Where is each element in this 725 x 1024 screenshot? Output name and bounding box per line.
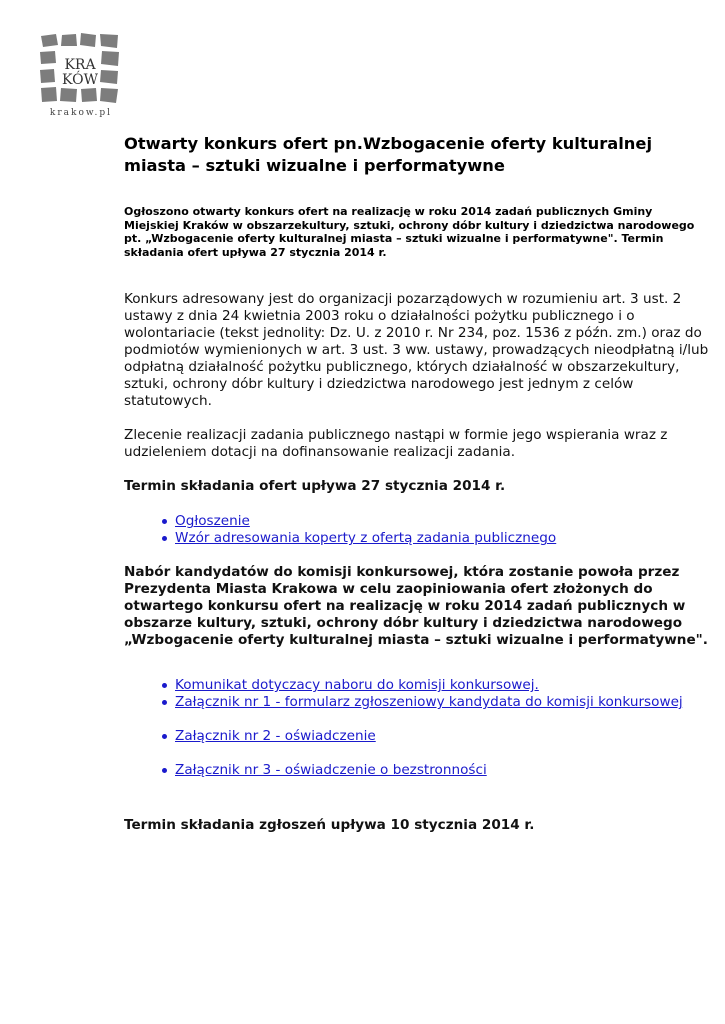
logo-line-2: KÓW [62, 72, 98, 88]
link-komunikat[interactable]: Komunikat dotyczacy naboru do komisji konkursowej. [175, 677, 539, 694]
link-wzor-koperty[interactable]: Wzór adresowania koperty z ofertą zadania publicznego [175, 530, 557, 547]
list-item [175, 513, 709, 530]
list-item [175, 677, 709, 694]
list-item [175, 728, 709, 745]
committee-documents-list [0, 677, 709, 779]
link-zalacznik-3[interactable]: Załącznik nr 3 - oświadczenie o bezstronności [175, 762, 487, 779]
list-item [175, 762, 709, 779]
main-content [124, 133, 709, 834]
list-item [175, 694, 709, 711]
eligibility-paragraph: Konkurs adresowany jest do organizacji pozarządowych w rozumieniu art. 3 ust. 2 ustawy z dnia 24 kwietnia 2003 roku o działalności pożytku publicznego i o wolontariacie (tekst jednolity: Dz. U. z 2010 r. Nr 234, poz. 1536 z późn. zm.) oraz do podmiotów wymienionych w art. 3 ust. 3 ww. ustawy, prowadzących nieodpłatną i/lub odpłatną działalność pożytku publicznego, których działalność w obszarzekultury, sztuki, ochrony dóbr kultury i dziedzictwa narodowego jest jednym z celów statutowych. [124, 291, 709, 410]
committee-recruitment-heading: Nabór kandydatów do komisji konkursowej, która zostanie powoła przez Prezydenta Miasta Krakowa w celu zaopiniowania ofert złożonych do otwartego konkursu ofert na realizację w roku 2014 zadań publicznych w obszarze kultury, sztuki, ochrony dóbr kultury i dziedzictwa narodowego „Wzbogacenie oferty kulturalnej miasta – sztuki wizualne i performatywne". [124, 564, 708, 649]
link-zalacznik-1[interactable]: Załącznik nr 1 - formularz zgłoszeniowy kandydata do komisji konkursowej [175, 694, 683, 711]
funding-paragraph: Zlecenie realizacji zadania publicznego nastąpi w formie jego wspierania wraz z udzieleniem dotacji na dofinansowanie realizacji zadania. [124, 427, 668, 461]
lead-paragraph: Ogłoszono otwarty konkurs ofert na realizację w roku 2014 zadań publicznych Gminy Miejskiej Kraków w obszarzekultury, sztuki, ochrony dóbr kultury i dziedzictwa narodowego pt. „Wzbogacenie oferty kulturalnej miasta – sztuki wizualne i performatywne". Termin składania ofert upływa 27 stycznia 2014 r. [124, 205, 695, 259]
offer-deadline: Termin składania ofert upływa 27 stycznia 2014 r. [124, 478, 506, 495]
link-ogloszenie[interactable]: Ogłoszenie [175, 513, 250, 530]
logo-line-1: KRA [64, 57, 96, 73]
list-item [175, 530, 709, 547]
documents-list [0, 513, 709, 547]
page-title: Otwarty konkurs ofert pn.Wzbogacenie oferty kulturalnej miasta – sztuki wizualne i performatywne [124, 134, 653, 175]
logo-caption: krakow.pl [49, 108, 113, 118]
krakow-logo-mark [38, 30, 124, 110]
link-zalacznik-2[interactable]: Załącznik nr 2 - oświadczenie [175, 728, 376, 745]
application-deadline: Termin składania zgłoszeń upływa 10 stycznia 2014 r. [124, 817, 535, 834]
